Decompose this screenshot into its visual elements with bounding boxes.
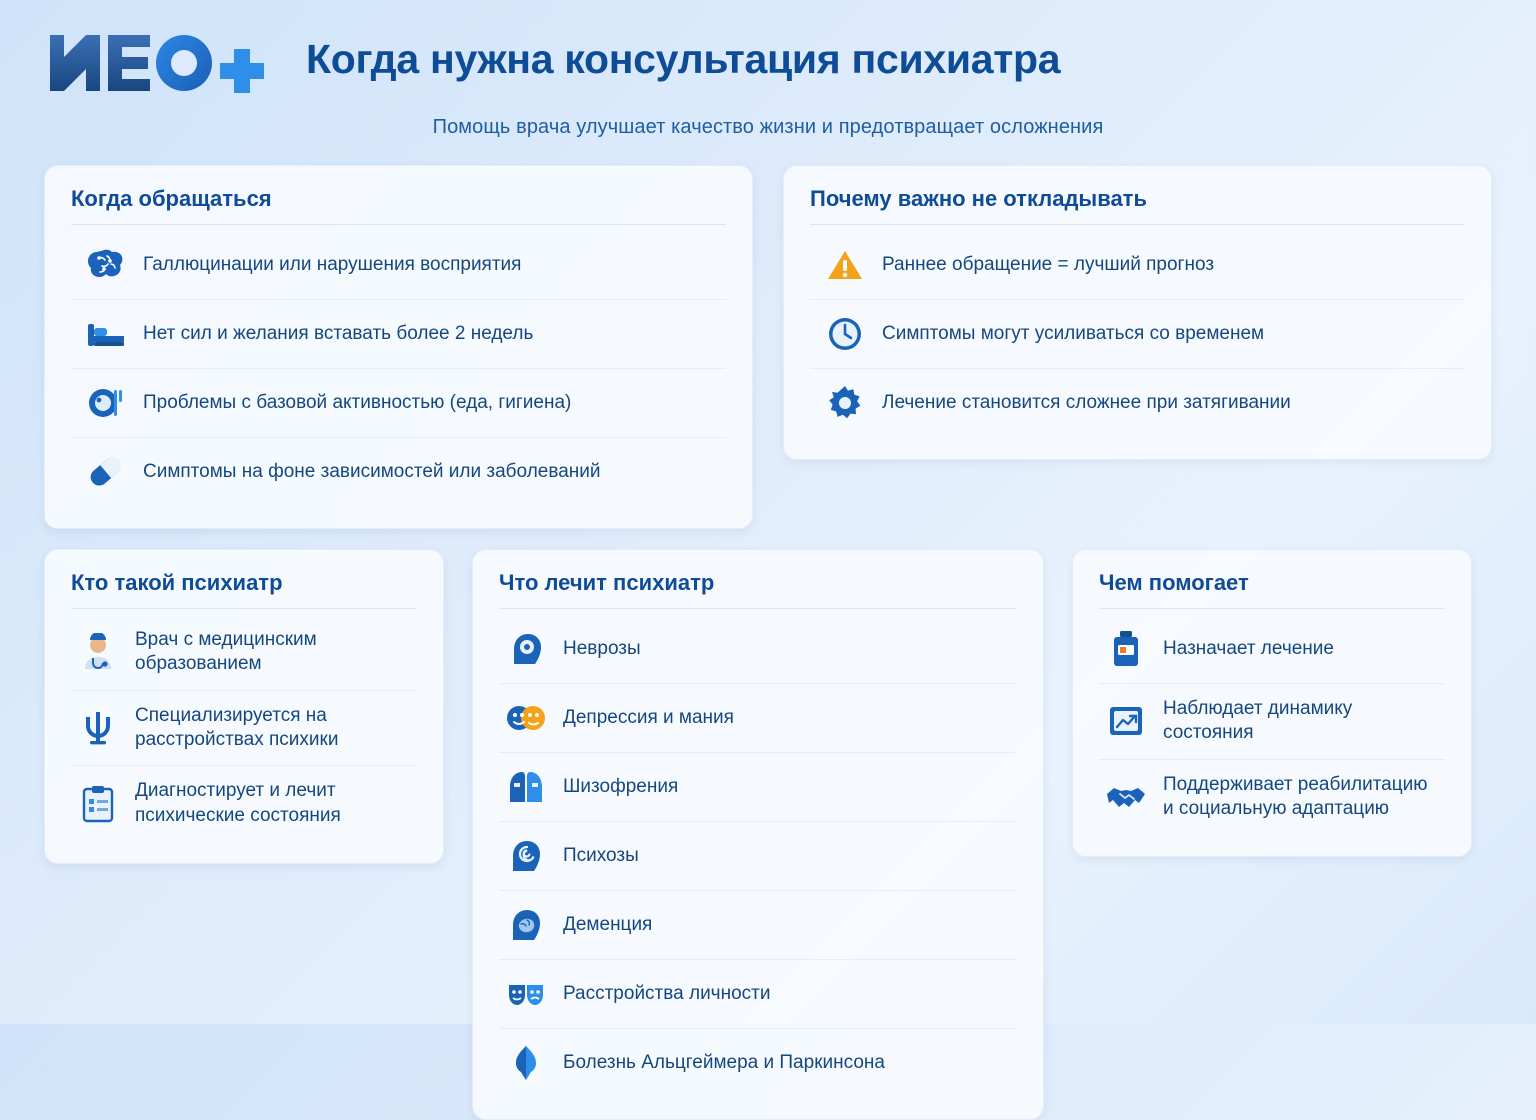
- card-who-is-psychiatrist: [44, 549, 444, 864]
- clock-icon: [824, 313, 866, 355]
- list-item-label: Наблюдает динамику состояния: [1163, 698, 1353, 744]
- list-item-label: Проблемы с базовой активностью (еда, гигиена): [143, 391, 572, 413]
- list-item: [71, 766, 417, 841]
- list-item-label: Нет сил и желания вставать более 2 недель: [143, 322, 534, 344]
- list-item-label: Врач с медицинским образованием: [135, 629, 317, 675]
- psi-icon: [77, 707, 119, 749]
- list-item: [1099, 615, 1445, 684]
- list-item: [499, 753, 1017, 822]
- handshake-icon: [1105, 776, 1147, 818]
- list-item-label: Диагностирует и лечит психические состояния: [135, 780, 341, 826]
- list-item: [499, 1029, 1017, 1097]
- two-faces-icon: [505, 697, 547, 739]
- gear-icon: [824, 382, 866, 424]
- card-when-to-consult: [44, 165, 753, 529]
- card-title: Почему важно не откладывать: [810, 186, 1465, 225]
- list-item: [499, 960, 1017, 1029]
- list-item-label: Раннее обращение = лучший прогноз: [882, 253, 1215, 275]
- list-item: [499, 891, 1017, 960]
- pill-icon: [85, 451, 127, 493]
- medicine-bottle-icon: [1105, 628, 1147, 670]
- list-item: [71, 615, 417, 691]
- card-what-psychiatrist-treats: [472, 549, 1044, 1120]
- list-item: [71, 231, 726, 300]
- card-why-not-delay: [783, 165, 1492, 460]
- list-item: [499, 615, 1017, 684]
- page-title: Когда нужна консультация психиатра: [306, 36, 1061, 82]
- list-item: [71, 691, 417, 767]
- neo-plus-logo: [48, 28, 280, 98]
- card-how-it-helps: [1072, 549, 1472, 857]
- list-item: [810, 369, 1465, 437]
- list-item-label: Симптомы на фоне зависимостей или заболеваний: [143, 460, 601, 482]
- list-item-label: Деменция: [563, 913, 653, 935]
- list-item-label: Психозы: [563, 844, 639, 866]
- head-brain-icon: [505, 904, 547, 946]
- list-item-label: Шизофрения: [563, 775, 679, 797]
- list-item-label: Лечение становится сложнее при затягивании: [882, 391, 1291, 413]
- list-item-label: Поддерживает реабилитацию и социальную адаптацию: [1163, 773, 1428, 819]
- card-title: Кто такой психиатр: [71, 570, 417, 609]
- head-swirl-icon: [505, 835, 547, 877]
- list-item: [810, 300, 1465, 369]
- split-head-icon: [505, 766, 547, 808]
- list-item: [1099, 684, 1445, 760]
- ribbon-icon: [505, 1042, 547, 1084]
- clipboard-icon: [77, 783, 119, 825]
- doctor-icon: [77, 631, 119, 673]
- page-header: [0, 0, 1536, 98]
- card-title: Чем помогает: [1099, 570, 1445, 609]
- list-item-label: Неврозы: [563, 637, 641, 659]
- card-title: Что лечит психиатр: [499, 570, 1017, 609]
- list-item: [810, 231, 1465, 300]
- masks-icon: [505, 973, 547, 1015]
- plate-fork-icon: [85, 382, 127, 424]
- list-item-label: Болезнь Альцгеймера и Паркинсона: [563, 1051, 885, 1073]
- bed-icon: [85, 313, 127, 355]
- list-item: [1099, 760, 1445, 835]
- head-gear-icon: [505, 628, 547, 670]
- card-title: Когда обращаться: [71, 186, 726, 225]
- list-item: [499, 822, 1017, 891]
- list-item-label: Симптомы могут усиливаться со временем: [882, 322, 1265, 344]
- list-item: [499, 684, 1017, 753]
- list-item-label: Галлюцинации или нарушения восприятия: [143, 253, 522, 275]
- list-item: [71, 300, 726, 369]
- list-item-label: Специализируется на расстройствах психики: [135, 704, 339, 750]
- page-subtitle: Помощь врача улучшает качество жизни и предотвращает осложнения: [432, 116, 1104, 138]
- chart-up-icon: [1105, 700, 1147, 742]
- list-item-label: Депрессия и мания: [563, 706, 734, 728]
- list-item: [71, 438, 726, 506]
- list-item-label: Расстройства личности: [563, 982, 771, 1004]
- list-item: [71, 369, 726, 438]
- warning-triangle-icon: [824, 244, 866, 286]
- list-item-label: Назначает лечение: [1163, 637, 1334, 659]
- brain-icon: [85, 244, 127, 286]
